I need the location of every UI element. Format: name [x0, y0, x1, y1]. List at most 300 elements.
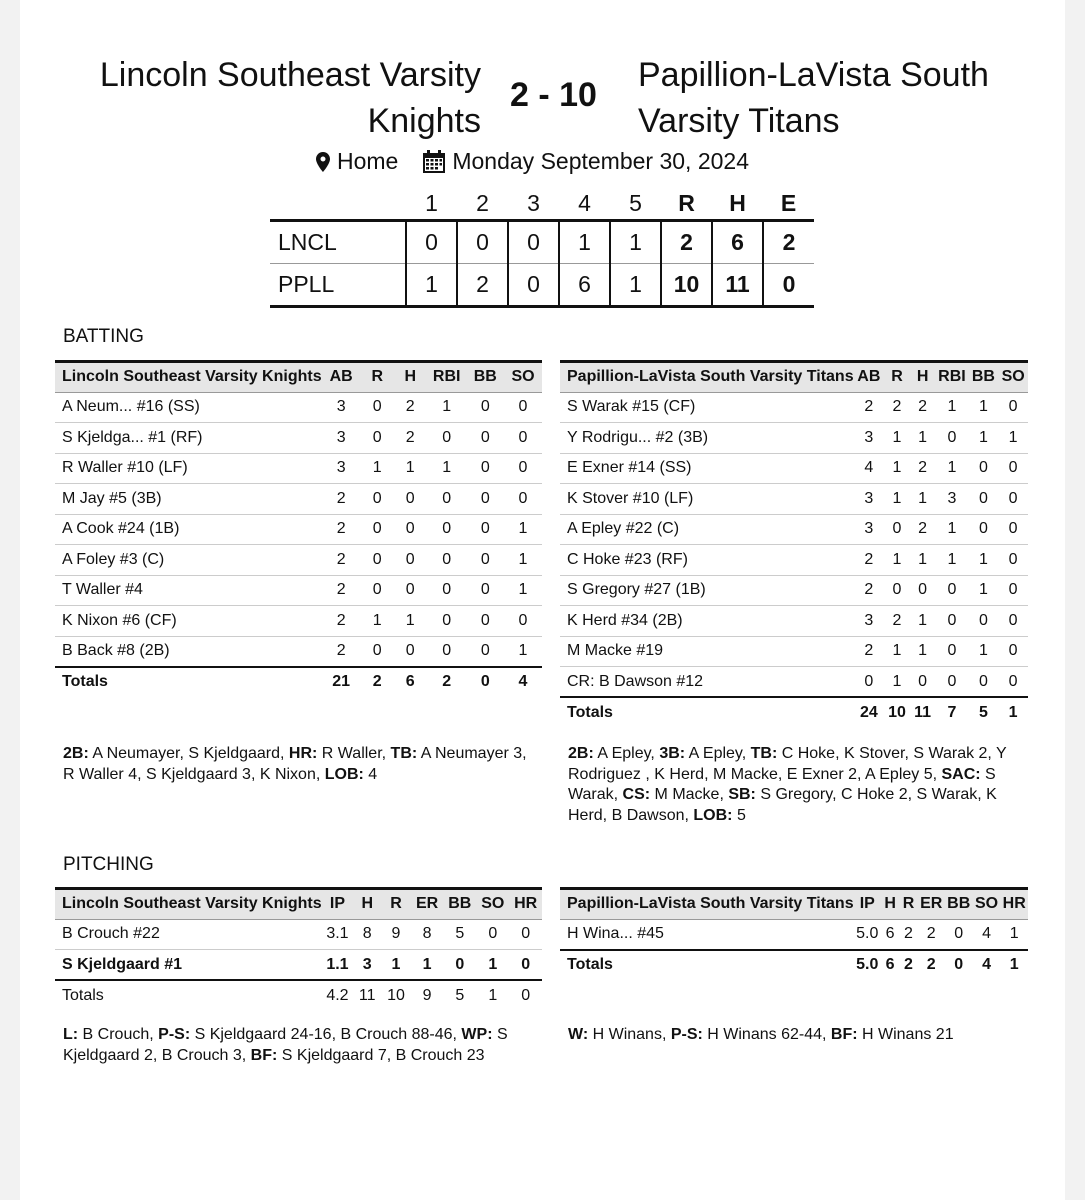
stat-cell: 1	[910, 484, 935, 515]
note-value: B Crouch,	[78, 1026, 159, 1043]
stat-cell: 0	[504, 484, 542, 515]
stat-cell: 2	[854, 575, 885, 606]
column-header: RBI	[427, 362, 467, 393]
stat-cell: 3	[854, 606, 885, 637]
note-value: S Kjeldgaard 24-16, B Crouch 88-46,	[190, 1026, 462, 1043]
column-header: IP	[854, 889, 881, 920]
stat-cell: 0	[910, 575, 935, 606]
stat-cell: 1	[910, 636, 935, 667]
note-value: S Kjeldgaard 2, B Crouch 3,	[63, 1026, 508, 1064]
linescore-header-row	[270, 190, 814, 220]
player-name: A Cook #24 (1B)	[55, 514, 322, 545]
total-cell: 0	[467, 667, 504, 698]
stat-cell: 2	[910, 392, 935, 423]
stat-cell: 0	[509, 950, 542, 981]
stat-cell: 0	[467, 514, 504, 545]
away-team-line-1: Lincoln Southeast Varsity	[99, 56, 481, 94]
note-value: M Macke,	[650, 786, 729, 803]
note-key: CS:	[622, 786, 651, 803]
stat-cell: 0	[427, 575, 467, 606]
game-meta	[315, 148, 749, 175]
stat-cell: 0	[467, 423, 504, 454]
total-cell: 0	[521, 986, 531, 1004]
stat-cell: 2	[884, 606, 910, 637]
linescore-team-header	[270, 190, 406, 220]
column-header: AB	[322, 362, 361, 393]
stat-cell: 1	[361, 453, 394, 484]
stat-cell: 0	[427, 484, 467, 515]
stat-cell: 1	[884, 423, 910, 454]
column-header: BB	[969, 362, 999, 393]
stat-cell: 0	[504, 392, 542, 423]
stat-cell: 4	[854, 453, 885, 484]
note-value: A Epley,	[593, 745, 660, 762]
total-cell: 10	[884, 697, 910, 728]
stat-cell: 1	[910, 423, 935, 454]
note-key: 3B:	[659, 745, 686, 762]
table-row	[560, 484, 1028, 515]
stat-cell: 0	[427, 514, 467, 545]
stat-cell: 0	[427, 636, 467, 667]
player-name: B Back #8 (2B)	[55, 636, 322, 667]
stat-cell: 2	[854, 545, 885, 576]
map-pin-icon	[315, 151, 331, 173]
boxscore-page	[20, 0, 1065, 1200]
stat-cell: 1	[969, 545, 999, 576]
team-header: Papillion-LaVista South Varsity Titans	[560, 362, 854, 393]
player-name: S Kjeldgaard #1	[55, 950, 322, 981]
away-batting-table	[55, 360, 542, 697]
column-header: SO	[476, 889, 509, 920]
linescore-inning: 0	[508, 263, 559, 306]
stat-cell: 1	[394, 453, 427, 484]
stat-cell: 0	[998, 606, 1028, 637]
linescore-inning: 0	[508, 220, 559, 263]
stat-cell: 0	[467, 575, 504, 606]
stat-cell: 6	[881, 919, 899, 950]
stat-cell: 2	[854, 636, 885, 667]
player-name: B Crouch #22	[55, 919, 322, 950]
linescore-runs: 2	[661, 220, 712, 263]
stat-cell: 0	[504, 423, 542, 454]
total-cell: 4	[973, 950, 1001, 981]
date-label: Monday September 30, 2024	[452, 148, 750, 174]
note-key: WP:	[461, 1026, 493, 1043]
linescore-header-cell: 3	[508, 190, 559, 220]
column-header: BB	[443, 889, 476, 920]
stat-cell: 1	[935, 392, 968, 423]
stat-cell: 0	[467, 484, 504, 515]
column-header: SO	[973, 889, 1001, 920]
stat-cell: 0	[443, 950, 476, 981]
stat-cell: 0	[509, 919, 542, 950]
stat-cell: 0	[361, 636, 394, 667]
totals-row	[560, 950, 1028, 981]
stat-cell: 2	[322, 545, 361, 576]
player-name: S Gregory #27 (1B)	[560, 575, 854, 606]
linescore-header-cell: 4	[559, 190, 610, 220]
note-key: SB:	[728, 786, 756, 803]
stat-cell: 1	[910, 606, 935, 637]
table-row	[560, 606, 1028, 637]
player-name: R Waller #10 (LF)	[55, 453, 322, 484]
column-header: R	[361, 362, 394, 393]
linescore-inning: 1	[610, 220, 661, 263]
stat-cell: 2	[899, 919, 917, 950]
stat-cell: 1	[935, 514, 968, 545]
player-name: A Neum... #16 (SS)	[55, 392, 322, 423]
stat-cell: 0	[394, 636, 427, 667]
stat-cell: 0	[467, 392, 504, 423]
table-row	[55, 484, 542, 515]
note-key: HR:	[288, 745, 318, 762]
stat-cell: 0	[935, 575, 968, 606]
stat-cell: 9	[381, 919, 411, 950]
player-name: Y Rodrigu... #2 (3B)	[560, 423, 854, 454]
stat-cell: 1	[935, 545, 968, 576]
stat-cell: 0	[361, 423, 394, 454]
stat-cell: 2	[322, 606, 361, 637]
home-batting-table	[560, 360, 1028, 728]
stat-cell: 2	[884, 392, 910, 423]
total-cell: 0	[945, 950, 973, 981]
column-header: H	[881, 889, 899, 920]
away-batting-header	[55, 362, 542, 393]
column-header: BB	[467, 362, 504, 393]
away-team-line-2: Knights	[367, 102, 481, 140]
totals-row	[55, 980, 542, 1011]
column-header: R	[899, 889, 917, 920]
column-header: AB	[854, 362, 885, 393]
linescore-hits: 6	[712, 220, 763, 263]
stat-cell: 1.1	[322, 950, 354, 981]
total-cell: 24	[854, 697, 885, 728]
stat-cell: 0	[394, 545, 427, 576]
stat-cell: 3	[854, 423, 885, 454]
stat-cell: 1	[427, 392, 467, 423]
stat-cell: 0	[884, 514, 910, 545]
stat-cell: 0	[361, 575, 394, 606]
pitching-title: PITCHING	[63, 854, 154, 875]
player-name: S Warak #15 (CF)	[560, 392, 854, 423]
table-row	[55, 575, 542, 606]
stat-cell: 2	[322, 514, 361, 545]
stat-cell: 2	[910, 453, 935, 484]
stat-cell: 2	[394, 392, 427, 423]
linescore-row-home	[270, 263, 814, 306]
table-row	[560, 514, 1028, 545]
table-row	[560, 667, 1028, 698]
table-row	[55, 950, 542, 981]
table-row	[55, 453, 542, 484]
player-name: A Epley #22 (C)	[560, 514, 854, 545]
total-cell: 7	[935, 697, 968, 728]
home-team-line-2: Varsity Titans	[638, 102, 840, 140]
table-row	[55, 919, 542, 950]
stat-cell: 1	[884, 453, 910, 484]
note-key: BF:	[250, 1046, 278, 1064]
player-name: S Kjeldga... #1 (RF)	[55, 423, 322, 454]
stat-cell: 1	[394, 606, 427, 637]
stat-cell: 2	[322, 636, 361, 667]
total-cell: 2	[361, 667, 394, 698]
linescore-inning: 2	[457, 263, 508, 306]
note-value: S Kjeldgaard 7, B Crouch 23	[277, 1046, 485, 1064]
note-key: P-S:	[670, 1026, 703, 1043]
stat-cell: 8	[353, 919, 381, 950]
linescore-header-cell: 2	[457, 190, 508, 220]
column-header: RBI	[935, 362, 968, 393]
player-name: M Macke #19	[560, 636, 854, 667]
stat-cell: 0	[998, 636, 1028, 667]
player-name: H Wina... #45	[560, 919, 854, 950]
stat-cell: 2	[394, 423, 427, 454]
note-value: A Neumayer 3, R Waller 4, S Kjeldgaard 3, K Nixon,	[63, 745, 527, 783]
total-cell: 9	[422, 986, 432, 1004]
stat-cell: 0	[945, 919, 973, 950]
stat-cell: 1	[969, 392, 999, 423]
table-row	[560, 545, 1028, 576]
column-header: HR	[509, 889, 542, 920]
home-team-name	[638, 52, 989, 144]
linescore-header-cell: R	[661, 190, 712, 220]
total-cell: 11	[910, 697, 935, 728]
team-header: Lincoln Southeast Varsity Knights	[55, 889, 322, 920]
column-header: H	[910, 362, 935, 393]
column-header: H	[394, 362, 427, 393]
total-cell: 6	[394, 667, 427, 698]
total-cell: 2	[427, 667, 467, 698]
total-cell: 5	[969, 697, 999, 728]
totals-row	[55, 667, 542, 698]
note-key: W:	[568, 1026, 589, 1043]
stat-cell: 3	[322, 392, 361, 423]
note-value: S Gregory, C Hoke 2, S Warak, K Herd, B Dawson,	[568, 786, 997, 824]
stat-cell: 3	[935, 484, 968, 515]
stat-cell: 0	[467, 636, 504, 667]
note-key: TB:	[750, 745, 778, 762]
stat-cell: 1	[1000, 919, 1028, 950]
stat-cell: 0	[998, 514, 1028, 545]
total-cell: 11	[358, 986, 376, 1004]
stat-cell: 3	[322, 453, 361, 484]
note-key: BF:	[830, 1026, 858, 1043]
totals-label: Totals	[560, 950, 854, 981]
stat-cell: 0	[467, 545, 504, 576]
stat-cell: 0	[998, 453, 1028, 484]
note-value: H Winans,	[588, 1026, 671, 1043]
stat-cell: 0	[427, 606, 467, 637]
stat-cell: 1	[411, 950, 443, 981]
table-row	[560, 575, 1028, 606]
stat-cell: 1	[476, 950, 509, 981]
column-header: R	[884, 362, 910, 393]
stat-cell: 3.1	[322, 919, 354, 950]
note-value: A Neumayer, S Kjeldgaard,	[88, 745, 289, 762]
stat-cell: 1	[361, 606, 394, 637]
total-cell: 5.0	[854, 950, 881, 981]
stat-cell: 1	[910, 545, 935, 576]
stat-cell: 1	[884, 484, 910, 515]
stat-cell: 0	[361, 484, 394, 515]
stat-cell: 0	[998, 575, 1028, 606]
player-name: E Exner #14 (SS)	[560, 453, 854, 484]
stat-cell: 2	[854, 392, 885, 423]
linescore-errors: 0	[763, 263, 814, 306]
note-value: H Winans 62-44,	[702, 1026, 831, 1043]
linescore-inning: 0	[406, 220, 457, 263]
linescore-runs: 10	[661, 263, 712, 306]
note-value: 5	[732, 806, 746, 824]
stat-cell: 5	[443, 919, 476, 950]
stat-cell: 3	[322, 423, 361, 454]
stat-cell: 0	[969, 453, 999, 484]
home-pitching-table	[560, 887, 1028, 980]
stat-cell: 0	[998, 667, 1028, 698]
note-key: L:	[63, 1026, 79, 1043]
stat-cell: 0	[504, 606, 542, 637]
stat-cell: 0	[935, 667, 968, 698]
column-header: ER	[918, 889, 945, 920]
stat-cell: 0	[969, 667, 999, 698]
table-row	[560, 453, 1028, 484]
note-key: LOB:	[324, 765, 364, 783]
column-header: HR	[1000, 889, 1028, 920]
stat-cell: 0	[935, 636, 968, 667]
totals-label: Totals	[560, 697, 854, 728]
stat-cell: 4	[973, 919, 1001, 950]
column-header: H	[353, 889, 381, 920]
linescore-inning: 1	[610, 263, 661, 306]
linescore-table	[270, 190, 814, 308]
stat-cell: 0	[476, 919, 509, 950]
stat-cell: 0	[394, 514, 427, 545]
stat-cell: 8	[411, 919, 443, 950]
player-name: K Stover #10 (LF)	[560, 484, 854, 515]
away-pitching-table	[55, 887, 542, 1011]
total-cell: 2	[918, 950, 945, 981]
stat-cell: 0	[969, 484, 999, 515]
linescore-header-cell: 1	[406, 190, 457, 220]
column-header: R	[381, 889, 411, 920]
away-team-name	[100, 52, 481, 144]
stat-cell: 0	[969, 606, 999, 637]
stat-cell: 1	[998, 423, 1028, 454]
table-row	[560, 919, 1028, 950]
table-row	[560, 636, 1028, 667]
stat-cell: 0	[394, 484, 427, 515]
stat-cell: 1	[969, 575, 999, 606]
player-name: K Nixon #6 (CF)	[55, 606, 322, 637]
linescore-team: LNCL	[270, 220, 406, 263]
stat-cell: 1	[884, 636, 910, 667]
home-pitching-notes	[568, 1025, 1038, 1046]
stat-cell: 3	[353, 950, 381, 981]
player-name: CR: B Dawson #12	[560, 667, 854, 698]
stat-cell: 0	[394, 575, 427, 606]
stat-cell: 3	[854, 514, 885, 545]
home-team-line-1: Papillion-LaVista South	[638, 56, 989, 94]
stat-cell: 1	[504, 545, 542, 576]
home-batting-notes	[568, 744, 1038, 826]
linescore-team: PPLL	[270, 263, 406, 306]
total-cell: 5	[455, 986, 465, 1004]
note-value: A Epley,	[685, 745, 751, 762]
note-value: H Winans 21	[857, 1026, 954, 1043]
linescore-inning: 1	[406, 263, 457, 306]
stat-cell: 0	[467, 453, 504, 484]
stat-cell: 0	[935, 423, 968, 454]
totals-label: Totals	[55, 667, 322, 698]
total-cell: 1	[488, 986, 498, 1004]
stat-cell: 1	[504, 636, 542, 667]
note-value: S Warak,	[568, 765, 996, 803]
table-row	[55, 636, 542, 667]
stat-cell: 0	[467, 606, 504, 637]
stat-cell: 0	[361, 392, 394, 423]
away-pitching-header	[55, 889, 542, 920]
stat-cell: 0	[998, 392, 1028, 423]
linescore-row-away	[270, 220, 814, 263]
table-row	[55, 545, 542, 576]
stat-cell: 2	[910, 514, 935, 545]
home-batting-header	[560, 362, 1028, 393]
stat-cell: 0	[361, 514, 394, 545]
stat-cell: 0	[884, 575, 910, 606]
stat-cell: 2	[322, 575, 361, 606]
stat-cell: 0	[910, 667, 935, 698]
column-header: SO	[998, 362, 1028, 393]
note-key: 2B:	[568, 745, 594, 762]
column-header: SO	[504, 362, 542, 393]
total-cell: 6	[881, 950, 899, 981]
player-name: K Herd #34 (2B)	[560, 606, 854, 637]
away-pitching-notes	[63, 1025, 538, 1066]
note-value: C Hoke, K Stover, S Warak 2, Y Rodriguez , K Herd, M Macke, E Exner 2, A Epley 5,	[568, 745, 1007, 783]
column-header: ER	[411, 889, 443, 920]
note-value: 4	[363, 765, 378, 783]
stat-cell: 1	[969, 423, 999, 454]
stat-cell: 0	[969, 514, 999, 545]
table-row	[55, 423, 542, 454]
away-batting-notes	[63, 744, 538, 785]
total-cell: 1	[1000, 950, 1028, 981]
table-row	[560, 392, 1028, 423]
stat-cell: 1	[884, 545, 910, 576]
stat-cell: 1	[381, 950, 411, 981]
note-key: TB:	[390, 745, 418, 762]
stat-cell: 0	[427, 423, 467, 454]
column-header: IP	[322, 889, 354, 920]
stat-cell: 0	[998, 545, 1028, 576]
team-header: Papillion-LaVista South Varsity Titans	[560, 889, 854, 920]
total-cell: 21	[322, 667, 361, 698]
totals-label: Totals	[62, 986, 104, 1004]
calendar-icon	[422, 150, 446, 174]
note-key: LOB:	[693, 806, 733, 824]
stat-cell: 1	[504, 514, 542, 545]
linescore-header-cell: 5	[610, 190, 661, 220]
linescore-hits: 11	[712, 263, 763, 306]
player-name: T Waller #4	[55, 575, 322, 606]
table-row	[55, 606, 542, 637]
stat-cell: 2	[322, 484, 361, 515]
stat-cell: 0	[854, 667, 885, 698]
game-header	[20, 0, 1065, 150]
player-name: A Foley #3 (C)	[55, 545, 322, 576]
note-key: P-S:	[158, 1026, 191, 1043]
total-cell: 10	[387, 986, 405, 1004]
